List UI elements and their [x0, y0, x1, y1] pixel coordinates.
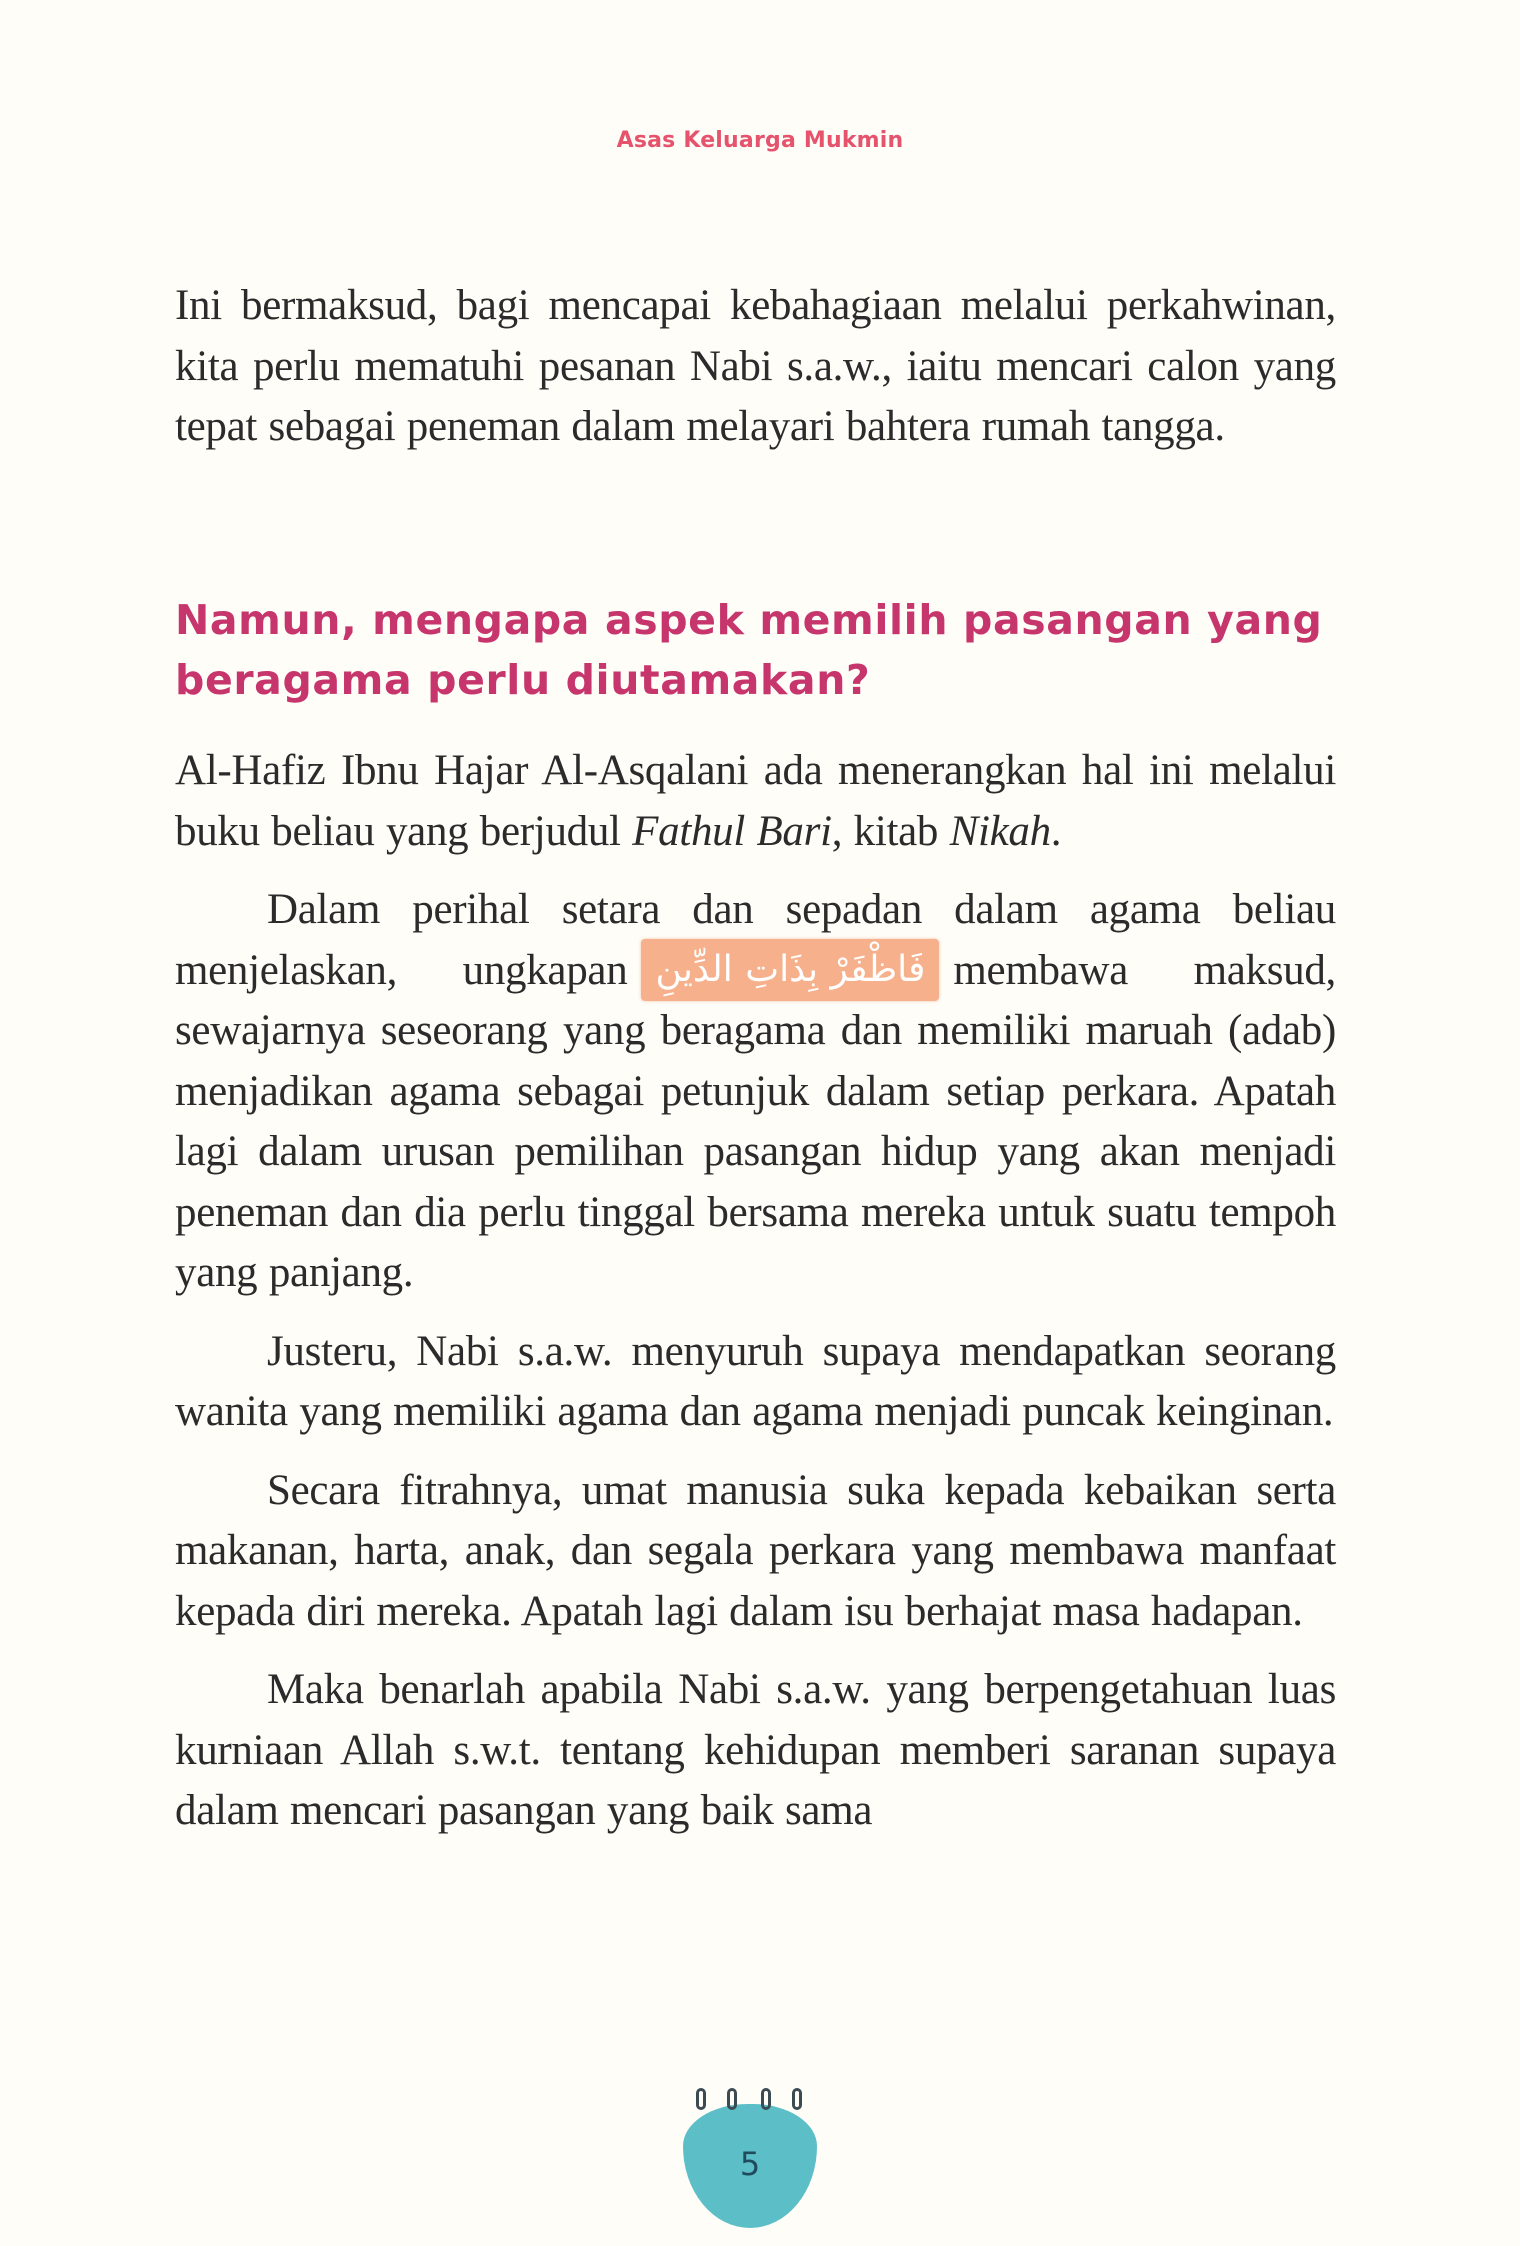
spiral-ring-icon [761, 2088, 771, 2110]
page-number: 5 [739, 2145, 761, 2183]
text-run: Dalam perihal setara dan sepadan dalam agama beliau menjelaskan, ungkapan [175, 886, 1336, 994]
spiral-ring-icon [727, 2088, 737, 2110]
page-number-badge [683, 2088, 817, 2230]
chapter-title: Nikah [949, 807, 1051, 855]
paragraph-fathul-bari [175, 741, 1336, 862]
book-title: Fathul Bari [632, 807, 832, 855]
section-intro [175, 276, 1336, 458]
paragraph-justeru: Justeru, Nabi s.a.w. menyuruh supaya mendapatkan seorang wanita yang memiliki agama dan agama menjadi puncak keinginan. [175, 1327, 1336, 1435]
paragraph-arabic-phrase [175, 880, 1336, 1304]
running-header: Asas Keluarga Mukmin [616, 128, 904, 153]
spiral-ring-icon [696, 2088, 706, 2110]
paragraph-maka: Maka benarlah apabila Nabi s.a.w. yang berpengetahuan luas kurniaan Allah s.w.t. tentang kehidupan memberi saranan supaya dalam mencari pasangan yang baik sama [175, 1666, 1336, 1834]
text-run: Al-Hafiz Ibnu Hajar Al-Asqalani ada menerangkan hal ini melalui buku beliau yang berjudul [175, 747, 1336, 855]
paragraph-intro: Ini bermaksud, bagi mencapai kebahagiaan melalui perkahwinan, kita perlu mematuhi pesanan Nabi s.a.w., iaitu mencari calon yang tepat sebagai peneman dalam melayari bahtera rumah tangga. [175, 282, 1336, 450]
text-run: , kitab [831, 807, 950, 855]
text-run: membawa maksud, sewajarnya seseorang yang beragama dan memiliki maruah (adab) menjadikan agama sebagai petunjuk dalam setiap perkara. Apatah lagi dalam urusan pemilihan pasangan hidup yang akan menjadi peneman dan dia perlu tinggal bersama mereka untuk suatu tempoh yang panjang. [175, 946, 1336, 1296]
section-heading: Namun, mengapa aspek memilih pasangan yang beragama perlu diutamakan? [175, 596, 1323, 704]
spiral-ring-icon [792, 2088, 802, 2110]
text-run: . [1050, 807, 1062, 855]
section-body [175, 741, 1336, 1842]
paragraph-fitrah: Secara fitrahnya, umat manusia suka kepada kebaikan serta makanan, harta, anak, dan segala perkara yang membawa manfaat kepada diri mereka. Apatah lagi dalam isu berhajat masa hadapan. [175, 1466, 1336, 1635]
arabic-phrase-highlight: فَاظْفَرْ بِذَاتِ الدِّينِ [641, 939, 939, 1001]
